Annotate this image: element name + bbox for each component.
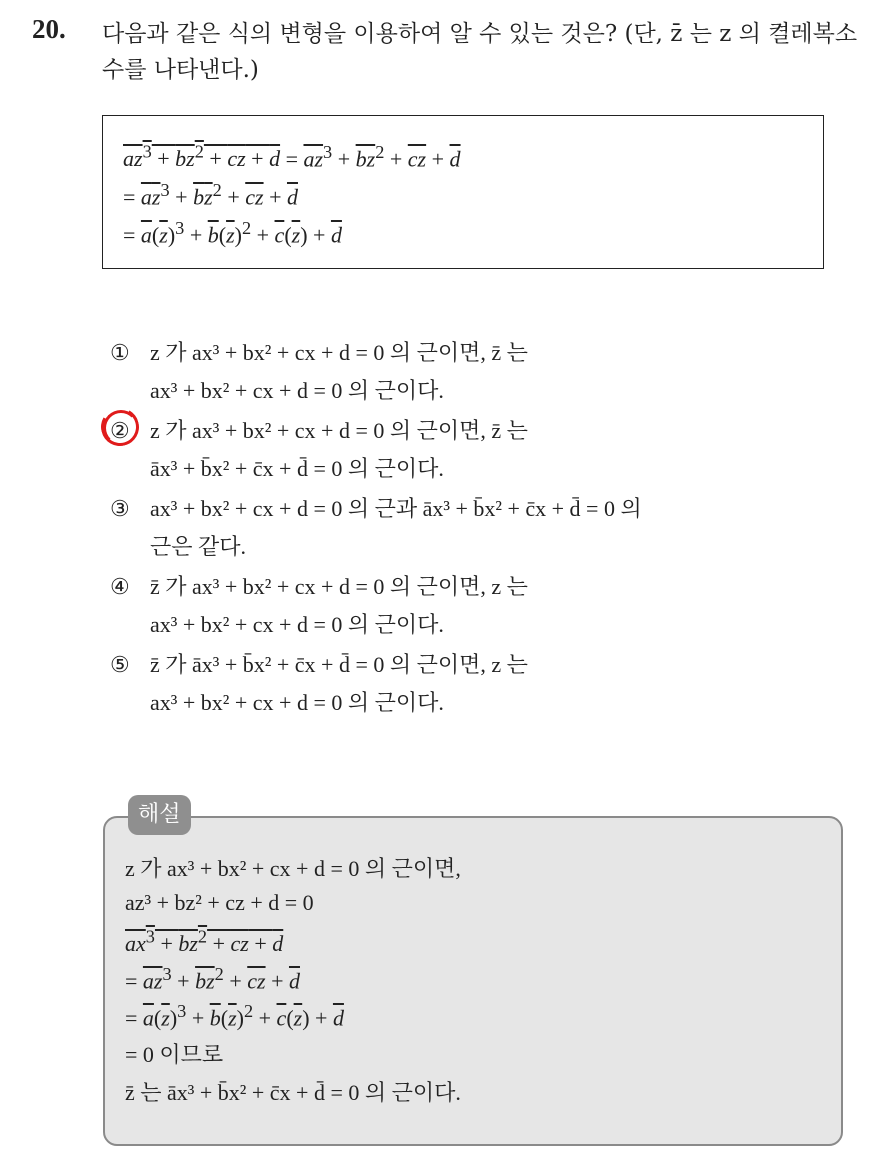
derivation-line-3: = $\overline{a}(\overline{z})^3 + \overline{b}(\overline{z})^2 + \overline{c}(\overline{z}) + \overline{d}$ [123,218,342,248]
choice-line: ax³ + bx² + cx + d = 0 의 근이다. [150,689,444,715]
choice-number: ④ [110,574,130,599]
choice-line: z̄ 가 āx³ + b̄x² + c̄x + d̄ = 0 의 근이면, z 는 [150,652,528,677]
choice-line: z 가 ax³ + bx² + cx + d = 0 의 근이면, z̄ 는 [150,418,528,443]
solution-line-1: z 가 ax³ + bx² + cx + d = 0 의 근이면, [125,856,461,881]
choice-4[interactable] [110,568,850,643]
choice-number: ② [110,418,130,443]
solution-line-2: az³ + bz² + cz + d = 0 [125,890,314,915]
choice-number: ⑤ [110,652,130,677]
choice-line: z̄ 가 ax³ + bx² + cx + d = 0 의 근이면, z 는 [150,574,528,599]
choice-line: āx³ + b̄x² + c̄x + d̄ = 0 의 근이다. [150,455,444,481]
choice-2[interactable] [110,412,850,487]
choice-line: ax³ + bx² + cx + d = 0 의 근이다. [150,611,444,637]
choice-line: ax³ + bx² + cx + d = 0 의 근과 āx³ + b̄x² + c̄x + d̄ = 0 의 [150,496,642,521]
choice-number: ③ [110,496,130,521]
answer-mark-stroke-icon [103,410,139,446]
choice-5[interactable] [110,646,850,721]
solution-line-4: = $\overline{az}^3 + \overline{bz}^2 + \overline{cz} + \overline{d}$ [125,964,300,994]
choice-1[interactable] [110,334,850,409]
solution-panel [103,816,843,1146]
derivation-line-1: $az^3 + bz^2$ + cz + $d = \overline{az}^3 + \overline{bz}^2 + \overline{cz} + \overline{d}$ [123,142,461,172]
choice-3[interactable] [110,490,850,565]
solution-line-6: = 0 이므로 [125,1042,224,1067]
question-text: 다음과 같은 식의 변형을 이용하여 알 수 있는 것은? (단, z̄ 는 z 의 켤레복소수를 나타낸다.) [102,21,858,83]
solution-tag: 해설 [128,795,191,835]
choice-line: z 가 ax³ + bx² + cx + d = 0 의 근이면, z̄ 는 [150,340,528,365]
solution-line-7: z̄ 는 āx³ + b̄x² + c̄x + d̄ = 0 의 근이다. [125,1080,461,1105]
solution-line-3: $ax^3 + bz^2$ + cz + d [125,927,284,957]
choice-line: ax³ + bx² + cx + d = 0 의 근이다. [150,377,444,403]
derivation-box [102,115,824,269]
choice-number: ① [110,340,130,365]
question-number: 20. [32,14,66,44]
solution-line-5: = $\overline{a}(\overline{z})^3 + \overline{b}(\overline{z})^2 + \overline{c}(\overline{z}) + \overline{d}$ [125,1001,344,1031]
choice-line: 근은 같다. [150,533,247,559]
choice-list [110,334,850,724]
derivation-line-2: = $\overline{a}\overline{z}^3 + \overline{b}\overline{z}^2 + \overline{c}\overline{z} + \overline{d}$ [123,180,298,210]
